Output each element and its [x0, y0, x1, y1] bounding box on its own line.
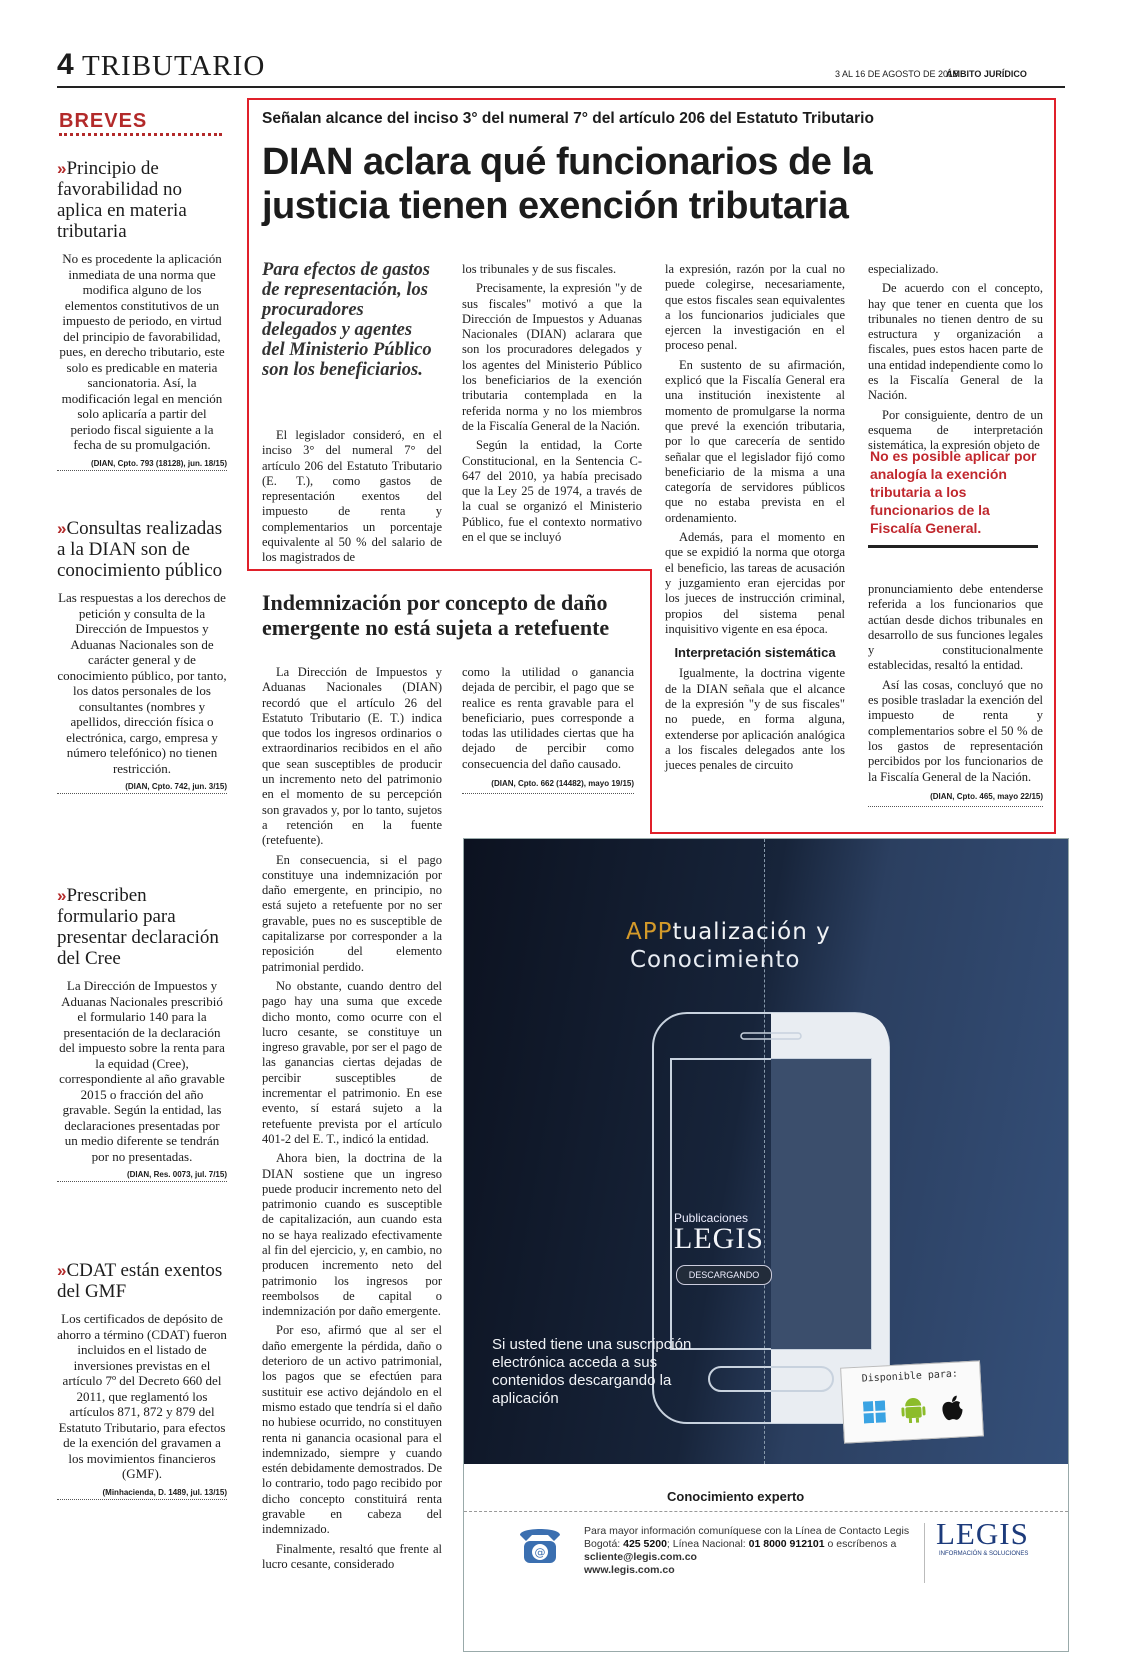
article-column-2: [462, 262, 642, 549]
paragraph: Por consiguiente, dentro de un esquema de interpretación sistemática, la expresión objeto de: [868, 407, 1043, 453]
paragraph: Por eso, afirmó que al ser el daño emergente la pérdida, daño o deterioro de un activo patrimonial, los pagos que se efectúen para sustituir ese activo dejándolo en el mismo estado que tendría si el daño no hubiese ocurrido, no constituyen renta ni ganancia ocasional para el indemnizado, siempre y cuando estén debidamente demostrados. De lo contrario, todo pago recibido por dicho concepto constituirá renta gravable en cabeza del indemnizado.: [262, 1323, 442, 1537]
article-column-4: [868, 262, 1043, 458]
paragraph: La Dirección de Impuestos y Aduanas Nacionales (DIAN) recordó que el artículo 26 del Estatuto Tributario (E. T.) indica que todos los ingresos ordinarios o extraordinarios recibidos en el año que sean susceptibles de producir un incremento neto del patrimonio en el momento de su percepción son gravados y, por lo tanto, sujetos a retención en la fuente (retefuente).: [262, 665, 442, 848]
contact-line-1: Para mayor información comuníquese con la Línea de Contacto Legis: [584, 1525, 910, 1537]
ad-contact-info: [584, 1525, 924, 1577]
paragraph: De acuerdo con el concepto, hay que tener en cuenta que los tribunales no tienen dentro de su estructura y organización a fiscales, pues estos hacen parte de una entidad independiente como lo es la Fiscalía General de la Nación.: [868, 281, 1043, 403]
article-column-3: [665, 262, 845, 778]
brief-item: [57, 158, 227, 471]
legis-logo: LEGIS: [936, 1516, 1029, 1551]
brief-body: Los certificados de depósito de ahorro a término (CDAT) fueron incluidos en el listado de inversiones previstas en el artículo 7º del Decreto 660 del 2011, que reglamentó los artículos 871, 872 y 879 del Estatuto Tributario, para efectos de la exención del gravamen a los movimientos financieros (GMF).: [57, 1311, 227, 1481]
brief-source: (DIAN, Cpto. 742, jun. 3/15): [57, 782, 227, 794]
brief-body: Las respuestas a los derechos de petición y consulta de la Dirección de Impuestos y Aduanas Nacionales son de carácter general y de conocimiento público, por tanto, los datos personales de los consultantes (nombres y apellidos, dirección física o electrónica, cargo, empresa y número telefónico) no tienen restricción.: [57, 590, 227, 776]
paragraph: Finalmente, resaltó que frente al lucro cesante, considerado: [262, 1541, 442, 1571]
publication-name: ÁMBITO JURÍDICO: [946, 69, 1027, 79]
header-divider: [57, 86, 1065, 88]
paragraph: El legislador consideró, en el inciso 3° del numeral 7° del artículo 206 del Estatuto Tributario (E. T.), como gastos de representación exentos del impuesto de renta y complementarios un porcentaje equivalente al 50 % del salario de los magistrados de: [262, 428, 442, 565]
paragraph: pronunciamiento debe entenderse referida a los funcionarios que actúan desde dichos tribunales en desarrollo de sus funciones legales y constitucionalmente establecidas, resaltó la entidad.: [868, 582, 1043, 673]
contact-website[interactable]: www.legis.com.co: [584, 1564, 675, 1576]
paragraph: Además, para el momento en que se expidió la norma que otorga el beneficio, las tareas de acusación y juzgamiento eran ejercidas por los jueces de instrucción criminal, propios del sistema penal inquisitivo vigente en esa época.: [665, 530, 845, 636]
paragraph: especializado.: [868, 262, 939, 276]
brief-item: [57, 1260, 227, 1500]
phone-download-button: DESCARGANDO: [676, 1265, 772, 1285]
brief-source: (Minhacienda, D. 1489, jul. 13/15): [57, 1488, 227, 1500]
ad-bottom-rule: [464, 1511, 1068, 1512]
brief-source: (DIAN, Res. 0073, jul. 7/15): [57, 1170, 227, 1182]
android-icon: [901, 1396, 927, 1428]
article-kicker: Señalan alcance del inciso 3° del numeral 7° del artículo 206 del Estatuto Tributario: [262, 110, 874, 127]
ad-tagline: APPtualización y: [626, 919, 831, 945]
phone-brand-logo: LEGIS: [674, 1222, 764, 1255]
brief-source: (DIAN, Cpto. 793 (18128), jun. 18/15): [57, 459, 227, 471]
paragraph: los tribunales y de sus fiscales.: [462, 262, 617, 276]
phone-brand-small: Publicaciones: [674, 1211, 749, 1225]
second-article-source: (DIAN, Cpto. 662 (14482), mayo 19/15): [462, 776, 634, 794]
section-title: TRIBUTARIO: [82, 50, 266, 82]
second-article-column-1: [262, 665, 442, 1576]
article-column-1: [262, 428, 442, 570]
chevron-marker-icon: »: [57, 159, 64, 178]
availability-card: [840, 1360, 984, 1443]
brief-title: » Principio de favorabilidad no aplica en materia tributaria: [57, 158, 187, 242]
brief-body: No es procedente la aplicación inmediata de una norma que modifica alguno de los elementos constitutivos de un impuesto de periodo, en virtud del principio de favorabilidad, pues, en derecho tributario, este solo es predicable en materia sancionatoria. Así, la modificación legal en mención solo aplicaría a partir del periodo fiscal siguiente a la fecha de su promulgación.: [59, 251, 225, 452]
highlight-frame-left: [247, 98, 249, 569]
brief-item: [57, 518, 227, 794]
second-article-column-2: [462, 665, 634, 794]
paragraph: Ahora bien, la doctrina de la DIAN sostiene que un ingreso puede producir incremento neto del patrimonio cuando es susceptible de capitalización, aun cuando esta no se haya realizado efectivamente al fin del ejercicio, y, en cambio, no producen incremento neto del patrimonio los ingresos por reembolsos de capital o indemnización por daño emergente.: [262, 1151, 442, 1319]
paragraph: Precisamente, la expresión "y de sus fiscales" motivó a que la Dirección de Impuestos y Aduanas Nacionales (DIAN) aclarara que son los procuradores delegados y los agentes del Ministerio Público los beneficiarios de la exención tributaria contemplada en la referida norma y no los miembros de la Fiscalía General de la Nación.: [462, 281, 642, 433]
paragraph: Igualmente, la doctrina vigente de la DIAN señala que el alcance de la expresión "y de sus fiscales" no puede, en forma alguna, extenderse por aplicación analógica a los fiscales delegados ante los jueces penales de circuito: [665, 666, 845, 773]
availability-label: Disponible para:: [861, 1368, 959, 1385]
brief-title: » Prescriben formulario para presentar declaración del Cree: [57, 885, 219, 969]
apple-icon: [941, 1394, 965, 1426]
contact-line-2: Bogotá: 425 5200; Línea Nacional: 01 8000 912101 o escríbenos a: [584, 1538, 897, 1550]
article-column-4-cont: [868, 582, 1043, 807]
article-source: (DIAN, Cpto. 465, mayo 22/15): [868, 789, 1043, 807]
paragraph: En consecuencia, si el pago constituye una indemnización por daño emergente, en principio, no está sujeto a retefuente por no ser gravable, pues no es susceptible de capitalizarse por corresponder a la reposición del elemento patrimonial perdido.: [262, 852, 442, 974]
contact-email[interactable]: scliente@legis.com.co: [584, 1551, 697, 1563]
pull-quote-rule: [868, 545, 1038, 548]
highlight-frame-top: [247, 98, 1054, 100]
pull-quote: No es posible aplicar por analogía la exención tributaria a los funcionarios de la Fiscalía General.: [870, 448, 1037, 536]
breves-divider: [59, 133, 222, 136]
brief-body: La Dirección de Impuestos y Aduanas Nacionales prescribió el formulario 140 para la presentación de la declaración del impuesto sobre la renta para la equidad (Cree), correspondiente al año gravable 2015 o fracción del año gravable. Según la entidad, las declaraciones presentadas por un medio diferente se tendrán por no presentadas.: [59, 978, 225, 1164]
chevron-marker-icon: »: [57, 886, 64, 905]
breves-label: BREVES: [59, 110, 148, 132]
paragraph: No obstante, cuando dentro del pago hay una suma que excede dicho monto, como ocurre con el lucro cesante, se constituye un ingreso gravable, por ser el pago de las ganancias ciertas dejadas de percibir susceptibles de incrementar el patrimonio. En ese evento, sí estará sujeto a la retefuente prevista por el artículo 401-2 del E. T., indicó la entidad.: [262, 978, 442, 1146]
issue-date: 3 AL 16 DE AGOSTO DE 2015: [835, 69, 959, 79]
paragraph: Según la entidad, la Corte Constitucional, en la Sentencia C-647 del 2010, ya había precisado que la Ley 25 de 1974, a través de la cual se organizó el Ministerio Público, fue el contexto normativo en el que se incluyó: [462, 438, 642, 545]
highlight-frame-bottom: [650, 832, 1056, 834]
legis-advertisement: [463, 838, 1069, 1652]
paragraph: En sustento de su afirmación, explicó que la Fiscalía General era una institución inexistente al momento de promulgarse la norma que prevé la exención tributaria, por lo que carecería de sentido señalar que el legislador fijó como beneficiario de la misma a una categoría de servidores públicos que no estaba prevista en el ordenamiento.: [665, 357, 845, 525]
legis-logo-subtitle: INFORMACIÓN & SOLUCIONES: [939, 1551, 1029, 1557]
chevron-marker-icon: »: [57, 519, 64, 538]
highlight-frame-step: [650, 569, 652, 832]
article-subhead: Interpretación sistemática: [674, 645, 836, 661]
highlight-frame-right: [1054, 98, 1056, 832]
ad-divider-vertical: [924, 1523, 925, 1583]
ad-body-text: Si usted tiene una suscripción electrónica acceda a sus contenidos descargando la aplicación: [492, 1336, 692, 1407]
brief-title: » CDAT están exentos del GMF: [57, 1260, 223, 1302]
phone-icon: [514, 1521, 566, 1572]
second-article-title: Indemnización por concepto de daño emergente no está sujeta a retefuente: [262, 590, 610, 640]
ad-bottom-title: Conocimiento experto: [667, 1489, 805, 1504]
chevron-marker-icon: »: [57, 1261, 64, 1280]
article-lede: Para efectos de gastos de representación, los procuradores delegados y agentes del Ministerio Público son los beneficiarios.: [262, 260, 432, 380]
svg-text:@: @: [534, 1546, 546, 1559]
page-number: 4: [57, 48, 74, 81]
ad-tagline-2: Conocimiento: [630, 947, 801, 973]
paragraph: la expresión, razón por la cual no puede colegirse, necesariamente, que estos fiscales sean equivalentes a los funcionarios judiciales que ejercen la investigación en el proceso penal.: [665, 262, 845, 353]
brief-title: » Consultas realizadas a la DIAN son de conocimiento público: [57, 518, 223, 581]
article-headline: DIAN aclara qué funcionarios de la justicia tienen exención tributaria: [262, 141, 873, 227]
windows-icon: [863, 1400, 886, 1428]
paragraph: Así las cosas, concluyó que no es posible trasladar la exención del impuesto de renta y complementarios sobre el 50 % de los gastos de representación percibidos por los funcionarios de la Fiscalía General de la Nación.: [868, 677, 1043, 784]
paragraph: como la utilidad o ganancia dejada de percibir, el pago que se realice es renta gravable para el beneficiario, pues corresponde a todas las utilidades ciertas que ha dejado de percibir como consecuencia del daño causado.: [462, 665, 634, 771]
brief-item: [57, 885, 227, 1182]
